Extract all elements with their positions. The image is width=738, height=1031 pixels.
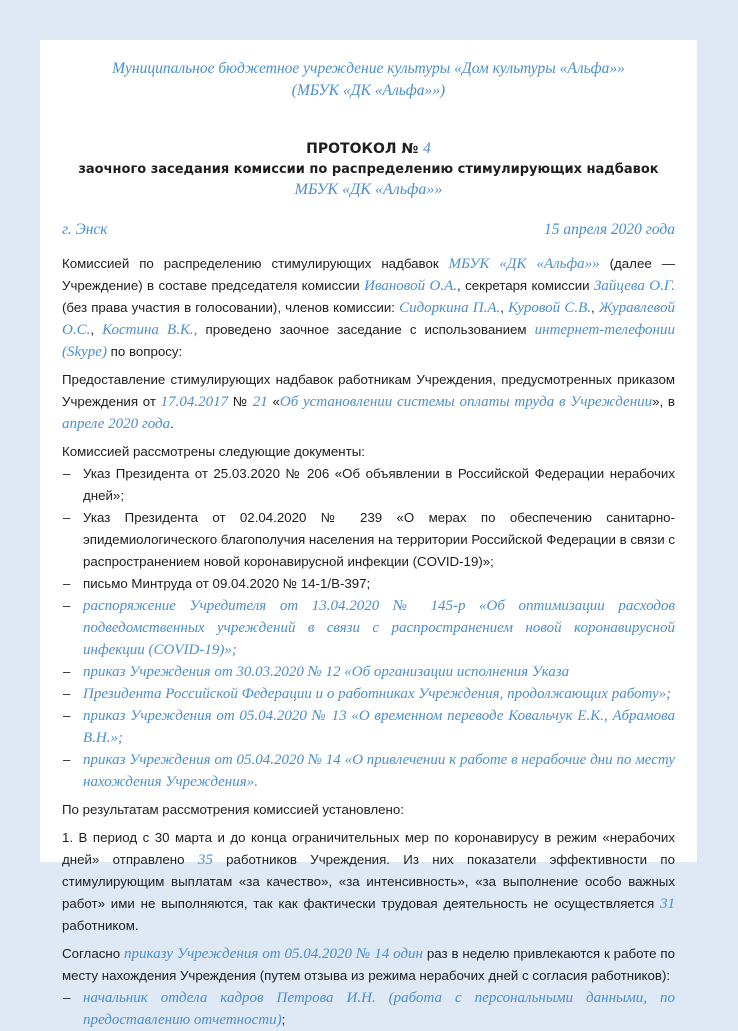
question-text: № (228, 394, 253, 409)
intro-text: (далее — Учреждение) в составе председателя комиссии (62, 256, 675, 293)
member-name: Куровой С.В. (508, 300, 592, 316)
intro-text: проведено заочное заседание с использованием (197, 322, 535, 337)
intro-text: по вопросу: (106, 344, 183, 359)
results-text: Согласно (62, 946, 124, 961)
question-text: Предоставление стимулирующих надбавок работникам Учреждения, предусмотренных приказом Учреждения от (62, 372, 675, 409)
separator: , (500, 300, 509, 315)
question-paragraph (62, 369, 675, 435)
results-paragraph-1 (62, 827, 675, 937)
protocol-subtitle: заочного заседания комиссии по распределению стимулирующих надбавок (78, 162, 659, 177)
organization-short-name: (МБУК «ДК «Альфа»») (291, 82, 446, 99)
separator: , (90, 322, 103, 337)
protocol-number: 4 (423, 140, 431, 157)
order-number: 21 (252, 394, 268, 410)
staff-item (62, 987, 675, 1031)
results-text: 1. В период с 30 марта и до конца ограничительных мер по коронавирусу в режим «нерабочих дней» отправлено (62, 830, 675, 867)
protocol-title (62, 138, 675, 160)
results-text: раз в неделю привлекаются к работе по месту нахождения Учреждения (путем отзыва из режима нерабочих дней с согласия работников): (62, 946, 676, 983)
period: апреле 2020 года (62, 416, 171, 432)
document-item-highlighted: – приказ Учреждения от 05.04.2020 № 13 «О временном переводе Ковальчук Е.К., Абрамова В.Н.»; (62, 705, 675, 749)
staff-list (62, 987, 675, 1031)
protocol-title-block (62, 138, 675, 200)
document-item: – письмо Минтруда от 09.04.2020 № 14-1/В-397; (62, 573, 675, 595)
count-sent: 35 (197, 852, 213, 868)
member-name: Журавлевой О.С. (62, 300, 675, 338)
results-text: работников Учреждения. Из них показатели эффективности по стимулирующим выплатам «за качество», «за интенсивность», «за выполнение особо важных работ» ими не выполняются, так как фактически трудовая деятельность не осуществляется (62, 852, 676, 911)
separator: , (591, 300, 599, 315)
results-heading: По результатам рассмотрения комиссией установлено: (62, 802, 404, 817)
intro-text: (без права участия в голосовании), членов комиссии: (62, 300, 400, 315)
secretary-name: Зайцева О.Г. (593, 278, 675, 294)
member-name: Костина В.К., (102, 322, 198, 338)
document-item-highlighted: – распоряжение Учредителя от 13.04.2020 № 145-р «Об оптимизации расходов подведомственных учреждений в связи с распространением новой коронавирусной инфекции (COVID-19)»; (62, 595, 675, 661)
protocol-label: ПРОТОКОЛ № (306, 141, 419, 157)
question-text: « (267, 394, 280, 409)
intro-text: Комиссией по распределению стимулирующих надбавок (62, 256, 449, 271)
question-text: . (170, 416, 174, 431)
protocol-organization: МБУК «ДК «Альфа»» (294, 181, 443, 198)
document-item-highlighted: – приказ Учреждения от 05.04.2020 № 14 «О привлечении к работе в нерабочие дни по месту нахождения Учреждения». (62, 749, 675, 793)
count-inactive: 31 (660, 896, 675, 912)
intro-text: , секретаря комиссии (457, 278, 594, 293)
documents-heading: Комиссией рассмотрены следующие документы: (62, 444, 365, 459)
question-text: », в (652, 394, 675, 409)
place-date-row (62, 219, 675, 241)
organization-full-name: Муниципальное бюджетное учреждение культуры «Дом культуры «Альфа»» (112, 60, 625, 77)
order-date: 17.04.2017 (160, 394, 229, 410)
member-name: Сидоркина П.А. (399, 300, 501, 316)
order-title: Об установлении системы оплаты труда в Учреждении (279, 394, 653, 410)
document-item: – Указ Президента от 02.04.2020 № 239 «О мерах по обеспечению санитарно-эпидемиологического благополучия населения на территории Российской Федерации в связи с распространением новой коронавирусной инфекции (COVID-19)»; (62, 507, 675, 573)
results-paragraph-2 (62, 943, 675, 987)
document-content (62, 58, 675, 1031)
meeting-method: интернет-телефонии (Skype) (62, 322, 675, 360)
chair-name: Ивановой О.А. (364, 278, 458, 294)
intro-paragraph (62, 253, 675, 363)
document-item: – Указ Президента от 25.03.2020 № 206 «Об объявлении в Российской Федерации нерабочих дней»; (62, 463, 675, 507)
city: г. Энск (62, 221, 108, 238)
staff-text: начальник отдела кадров Петрова И.Н. (работа с персональными данными, по предоставлению отчетности) (83, 990, 675, 1028)
staff-suffix: ; (281, 1012, 286, 1027)
document-item-highlighted: – приказ Учреждения от 30.03.2020 № 12 «Об организации исполнения Указа (62, 661, 675, 683)
document-item-highlighted: – Президента Российской Федерации и о работниках Учреждения, продолжающих работу»; (62, 683, 675, 705)
document-page (40, 40, 697, 1028)
results-text: работником. (62, 918, 139, 933)
order-reference: приказу Учреждения от 05.04.2020 № 14 один (123, 946, 423, 962)
documents-list (62, 463, 675, 793)
date: 15 апреля 2020 года (543, 221, 675, 238)
org-name: МБУК «ДК «Альфа»» (448, 256, 600, 272)
